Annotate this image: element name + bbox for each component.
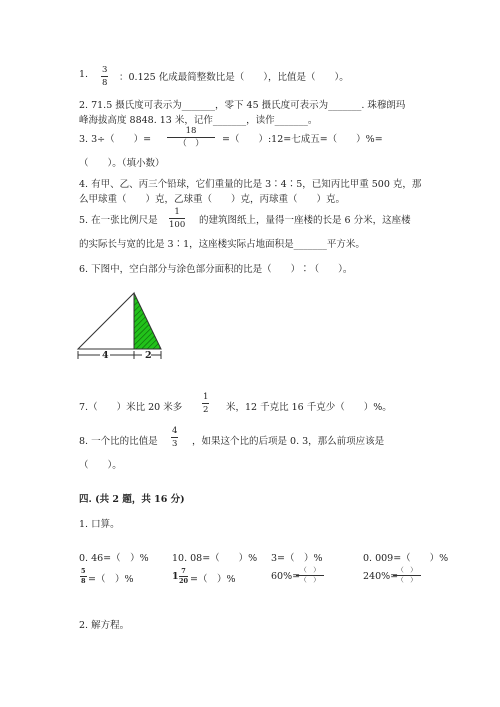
calc-item: 240%=	[363, 571, 399, 582]
q3-line2: （ ）。（填小数）	[79, 158, 165, 169]
q8-fraction	[171, 426, 178, 449]
q8-left: 8. 一个比的比值是	[79, 436, 158, 447]
q4-line2: 么甲球重（ ）克，乙球重（ ）克，丙球重（ ）克。	[79, 194, 346, 205]
calc-item: =（ ）%	[88, 574, 134, 585]
fraction-bar	[101, 76, 108, 77]
calc-item: 3=（ ）%	[271, 553, 323, 564]
q4-line1: 4. 有甲、乙、丙三个铅球，它们重量的比是 3∶4∶5，已知丙比甲重 500 克，那	[79, 179, 422, 190]
calc-label: 1. 口算。	[79, 519, 120, 530]
fraction-numerator: （ ）	[300, 566, 320, 574]
blank-region	[78, 293, 134, 349]
fraction-denominator: 2	[203, 405, 209, 415]
q5-left: 5. 在一张比例尺是	[79, 215, 158, 226]
fraction-numerator: 1	[203, 392, 209, 402]
mixed-whole: 1	[172, 571, 179, 582]
calc-r2c4-fraction	[393, 567, 421, 584]
q8-line2: （ ）。	[79, 460, 122, 471]
fraction-numerator: 7	[181, 567, 186, 575]
q7-fraction	[202, 392, 209, 415]
q3-right: =（ ）:12=七成五=（ ）%=	[222, 134, 383, 145]
fraction-denominator: 3	[172, 439, 178, 449]
q7-left: 7.（ ）米比 20 米多	[79, 402, 183, 413]
fraction-numerator: 5	[81, 567, 86, 575]
calc-r2c1-fraction	[80, 568, 87, 585]
fraction-bar	[167, 137, 215, 138]
q3-left: 3. 3÷（ ）=	[79, 134, 152, 145]
fraction-denominator: 8	[81, 577, 86, 585]
fraction-numerator: 4	[172, 426, 178, 436]
fraction-denominator: 20	[179, 577, 189, 585]
q1-number: 1.	[79, 69, 89, 80]
section-heading: 四. (共 2 题，共 16 分)	[79, 494, 185, 505]
q2-line2: 峰海拔高度 8848. 13 米，记作_______，读作_______。	[79, 115, 318, 126]
fraction-bar	[169, 218, 185, 219]
solve-label: 2. 解方程。	[79, 620, 130, 631]
fraction-numerator: 1	[174, 207, 180, 217]
calc-item: 0. 009=（ ）%	[363, 553, 449, 564]
fraction-numerator: 18	[185, 126, 197, 136]
q1-text: ：0.125 化成最简整数比是（ ），比值是（ ）。	[119, 72, 349, 83]
fraction-denominator: （ ）	[300, 576, 320, 584]
q5-line2: 的实际长与宽的比是 3∶1，这座楼实际占地面积是_______平方米。	[79, 239, 365, 250]
q2-line1: 2. 71.5 摄氏度可表示为_______，零下 45 摄氏度可表示为_______. 珠穆朗玛	[79, 100, 406, 111]
q6-label-left: 4	[102, 350, 109, 361]
fraction-denominator: （ ）	[178, 139, 204, 149]
calc-r2c3-fraction	[296, 567, 324, 584]
calc-item: =（ ）%	[190, 574, 236, 585]
calc-item: 10. 08=（ ）%	[172, 553, 258, 564]
fraction-numerator: 3	[102, 65, 108, 75]
fraction-bar	[171, 437, 178, 438]
shaded-region	[134, 293, 161, 349]
q8-right: ，如果这个比的后项是 0. 3，那么前项应该是	[192, 436, 385, 447]
fraction-numerator: （ ）	[397, 566, 417, 574]
q5-fraction	[169, 207, 185, 230]
q1-fraction	[101, 65, 108, 88]
q6-text: 6. 下图中，空白部分与涂色部分面积的比是（ ）∶（ ）。	[79, 264, 353, 275]
q3-fraction	[167, 126, 215, 149]
fraction-denominator: 100	[169, 220, 186, 230]
q7-right: 米，12 千克比 16 千克少（ ）%。	[226, 402, 392, 413]
q6-label-right: 2	[145, 350, 152, 361]
calc-item: 60%=	[271, 571, 301, 582]
fraction-denominator: 8	[102, 78, 108, 88]
fraction-denominator: （ ）	[397, 576, 417, 584]
q5-right: 的建筑图纸上，量得一座楼的长是 6 分米，这座楼	[199, 215, 411, 226]
fraction-bar	[202, 403, 209, 404]
calc-r2c2-fraction	[179, 568, 188, 585]
q6-triangle-figure	[72, 288, 172, 364]
calc-item: 0. 46=（ ）%	[79, 553, 149, 564]
